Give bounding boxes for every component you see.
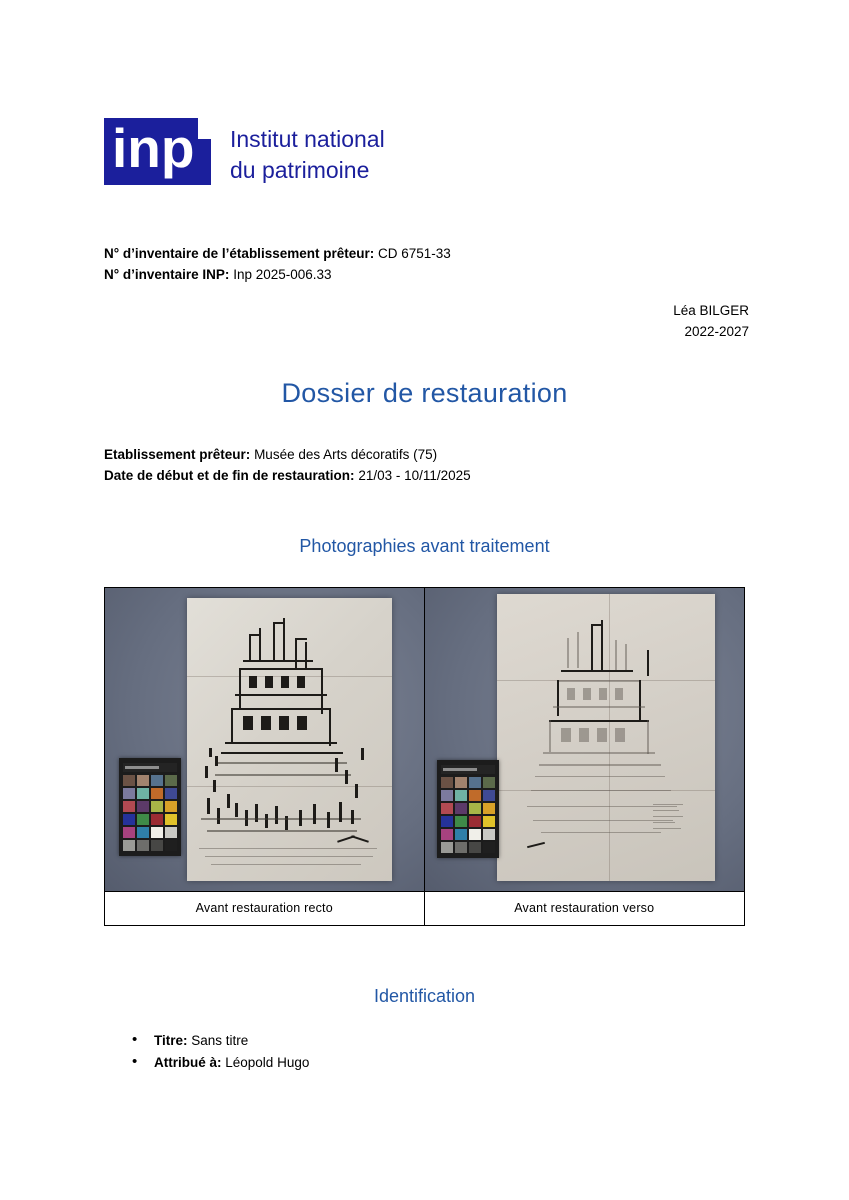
lender-dates-value: 21/03 - 10/11/2025 — [358, 468, 471, 483]
logo-notch — [198, 118, 211, 139]
page-title: Dossier de restauration — [281, 378, 568, 408]
logo-wordmark — [230, 118, 385, 186]
lender-establishment-value: Musée des Arts décoratifs (75) — [254, 447, 438, 462]
identification-label-titre: Titre: — [154, 1033, 188, 1048]
identification-label-attribue: Attribué à: — [154, 1055, 222, 1070]
photo-cell-verso — [425, 588, 745, 891]
color-checker-label — [441, 765, 495, 774]
author-years: 2022-2027 — [684, 324, 749, 339]
artwork-sheet-verso — [497, 594, 715, 881]
inventory-lender-value: CD 6751-33 — [378, 246, 451, 261]
logo-mark-text: inp — [112, 117, 195, 179]
list-item — [154, 1030, 704, 1052]
artwork-sheet-recto — [187, 598, 392, 881]
color-checker-recto — [119, 758, 181, 856]
inventory-inp-line — [104, 264, 451, 285]
lender-dates-label: Date de début et de fin de restauration: — [104, 468, 355, 483]
section-heading-identification: Identification — [373, 986, 476, 1006]
list-item — [154, 1052, 704, 1074]
section-heading-photos: Photographies avant traitement — [299, 536, 550, 556]
inventory-block — [104, 243, 451, 285]
inventory-lender-label: N° d’inventaire de l’établissement prêteur: — [104, 246, 375, 261]
author-block — [673, 300, 749, 342]
photo-image-verso — [425, 588, 745, 891]
lender-establishment-label: Etablissement prêteur: — [104, 447, 251, 462]
inventory-inp-value: Inp 2025-006.33 — [233, 267, 332, 282]
identification-list — [104, 1030, 704, 1074]
photo-table — [104, 587, 745, 926]
lender-establishment-line — [104, 444, 471, 465]
logo-mark — [104, 118, 211, 185]
lender-dates-line — [104, 465, 471, 486]
inp-logo — [104, 118, 385, 186]
logo-line-1: Institut national — [230, 126, 385, 152]
color-checker-verso — [437, 760, 499, 858]
inventory-inp-label: N° d’inventaire INP: — [104, 267, 230, 282]
logo-line-2: du patrimoine — [230, 157, 370, 183]
lender-block — [104, 444, 471, 486]
photo-row — [105, 588, 744, 891]
color-checker-swatches — [123, 775, 177, 851]
color-checker-swatches — [441, 777, 495, 853]
photo-cell-recto — [105, 588, 425, 891]
photo-caption-row — [105, 891, 744, 925]
author-name: Léa BILGER — [673, 303, 749, 318]
identification-value-titre: Sans titre — [191, 1033, 249, 1048]
photo-caption-verso: Avant restauration verso — [514, 901, 655, 915]
inventory-lender-line — [104, 243, 451, 264]
identification-value-attribue: Léopold Hugo — [225, 1055, 310, 1070]
photo-image-recto — [105, 588, 424, 891]
color-checker-label — [123, 763, 177, 772]
drawing-marks-verso — [497, 594, 715, 881]
drawing-marks-recto — [187, 598, 392, 881]
photo-caption-recto: Avant restauration recto — [105, 892, 425, 925]
